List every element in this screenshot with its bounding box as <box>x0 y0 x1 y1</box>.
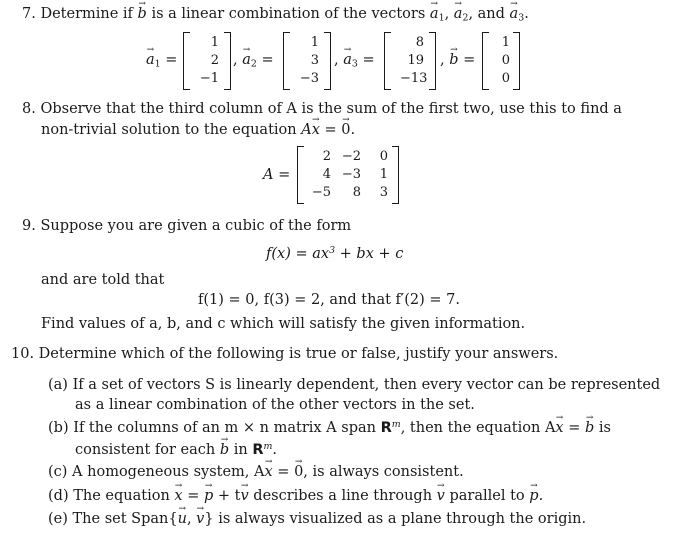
q7-a2-entry: 3 <box>310 53 319 68</box>
q10-item-b-x: → x <box>555 420 563 436</box>
q8-text-2: non-trivial solution to the equation <box>41 122 297 138</box>
q7-a3-entry: −13 <box>400 71 428 86</box>
q8-line1 <box>22 101 622 117</box>
q7-b-entry: 0 <box>501 53 510 68</box>
q7-b-vector: → b <box>138 6 147 22</box>
q10-item-d-period: . <box>538 488 544 504</box>
q8-matrix-cell: −3 <box>341 167 361 182</box>
q7-a1-sub: 1 <box>438 12 445 24</box>
q10-item-e-label: (e) <box>48 511 68 527</box>
q10-item-d-v2: → v <box>437 488 445 504</box>
q8-matrix <box>297 146 399 204</box>
q10-item-d-label: (d) <box>48 488 69 504</box>
q9-line1 <box>22 218 351 234</box>
q7-a1-label-sub: 1 <box>154 58 161 70</box>
q7-a3-entry: 19 <box>407 53 424 68</box>
q7-b-vector <box>482 32 520 90</box>
q8-matrix-cell: 2 <box>322 149 331 164</box>
q7-a1-eq: = <box>165 52 178 68</box>
q10-item-e-u: → u <box>178 511 187 527</box>
q7-and: , and <box>468 6 505 22</box>
q10-item-a-text: If a set of vectors S is linearly dependent, then every vector can be represented <box>72 377 661 393</box>
q7-a2-letter: a <box>453 6 463 22</box>
q7-a3-entry: 8 <box>415 35 424 50</box>
q10-item-b-is: is <box>594 420 611 437</box>
q10-item-b-text-a: If the columns of an m × n matrix A span <box>73 420 381 437</box>
q7-number: 7. <box>22 6 36 22</box>
q10-item-b-R: R <box>380 420 392 437</box>
q9-formula <box>266 245 403 262</box>
q10-item-d-text-d: describes a line through <box>248 488 437 504</box>
q9-formula-x: (x) = ax <box>271 246 330 263</box>
q10-item-b-text-c: consistent for each <box>75 442 220 459</box>
q10-item-e-v: → v <box>196 511 204 527</box>
q8-matrix-cell: 3 <box>379 185 388 200</box>
q10-item-b-m: m <box>391 419 401 430</box>
q7-a2-entry: 1 <box>310 35 319 50</box>
q10-item-b-period: . <box>272 442 278 459</box>
q7-a1 <box>430 6 439 22</box>
q7-b-label-letter: → b <box>449 52 458 68</box>
q10-item-d-x: → x <box>174 488 182 504</box>
q10-item-b-eq: = <box>563 420 585 437</box>
q10-item-b-line1 <box>48 419 611 436</box>
q10-number: 10. <box>11 346 35 362</box>
q9-conditions: f(1) = 0, f(3) = 2, and that f′(2) = 7. <box>198 292 460 308</box>
q8-matrix-cell: −2 <box>341 149 361 164</box>
q10-item-b-b2: → b <box>220 442 229 458</box>
q10-item-c-zero: → 0 <box>294 464 303 480</box>
q7-b-comma: , <box>440 52 445 68</box>
q10-item-e <box>48 511 586 527</box>
q10-item-d-text-a: The equation <box>73 488 175 504</box>
q8-matrix-letter: A <box>263 167 274 183</box>
q7-period: . <box>524 6 529 22</box>
q10-item-b-m2: m <box>263 441 273 452</box>
q7-b-entry: 0 <box>501 71 510 86</box>
q7-a2-label-sub: 2 <box>250 58 257 70</box>
q8-A: A <box>301 122 312 138</box>
q7-a3-letter: a <box>509 6 519 22</box>
q10-item-b-text-b: , then the equation A <box>400 420 556 437</box>
q7-a2-eq: = <box>261 52 274 68</box>
q7-b-label <box>440 52 475 68</box>
q10-item-c <box>48 464 464 480</box>
q10-item-c-x: → x <box>265 464 273 480</box>
q7-a1-letter: a <box>429 6 439 22</box>
q8-matrix-cell: 4 <box>322 167 331 182</box>
q10-item-d <box>48 488 543 504</box>
q10-item-c-eq: = <box>272 464 295 480</box>
q9-line2: and are told that <box>41 272 165 288</box>
q7-a3-comma: , <box>334 52 339 68</box>
q7-a3-label-letter: → a <box>343 52 352 68</box>
q10-item-e-text-a: The set Span{ <box>72 511 178 527</box>
q8-period: . <box>350 122 356 138</box>
q7-b-eq: = <box>463 52 476 68</box>
q10-item-e-text-c: } is always visualized as a plane through the origin. <box>204 511 587 527</box>
q8-matrix-cell: 1 <box>379 167 388 182</box>
q9-text: Suppose you are given a cubic of the form <box>40 218 352 234</box>
q10-item-d-p: → p <box>204 488 213 504</box>
q7-a3-label <box>334 52 375 69</box>
q7-text-b: is a linear combination of the vectors <box>151 6 426 22</box>
q10-item-b-label: (b) <box>48 420 69 437</box>
q8-number: 8. <box>22 101 36 117</box>
q8-eq: = <box>324 122 337 138</box>
q7-a3 <box>510 6 519 22</box>
q10-item-a-label: (a) <box>48 377 68 393</box>
q8-matrix-cell: 0 <box>379 149 388 164</box>
q7-a2-vector <box>283 32 331 90</box>
q7-a2 <box>454 6 463 22</box>
q9-formula-f: f <box>266 246 272 263</box>
q7-b-entry: 1 <box>501 35 510 50</box>
q7-a2-sub: 2 <box>462 12 469 24</box>
q8-text: Observe that the third column of A is the sum of the first two, use this to find a <box>40 101 622 117</box>
q8-x-vector: → x <box>312 122 320 138</box>
q7-a2-label <box>233 52 274 69</box>
q7-a1-entry: −1 <box>199 71 219 86</box>
q10-item-b-R2: R <box>252 442 264 459</box>
q7-a2-comma: , <box>233 52 238 68</box>
q7-a3-vector <box>384 32 436 90</box>
q8-line2 <box>41 122 355 138</box>
q10-item-a-line2: as a linear combination of the other vectors in the set. <box>75 397 475 413</box>
q7-a1-entry: 1 <box>210 35 219 50</box>
q9-line3: Find values of a, b, and c which will satisfy the given information. <box>41 316 526 332</box>
q10-item-b-line2 <box>75 441 277 458</box>
q10-item-d-plus-t: + t <box>213 488 241 504</box>
q10-item-a-line1 <box>48 377 660 393</box>
q10-item-d-eq: = <box>182 488 204 504</box>
q10-intro: Determine which of the following is true or false, justify your answers. <box>38 346 559 362</box>
q8-matrix-eq: = <box>278 167 291 183</box>
q10-item-d-p2: → p <box>529 488 538 504</box>
q10-item-d-v: → v <box>240 488 248 504</box>
q10-item-c-text-c: , is always consistent. <box>303 464 464 480</box>
q8-matrix-cell: 8 <box>352 185 361 200</box>
q8-matrix-label <box>263 167 290 183</box>
q8-matrix-cell: −5 <box>311 185 331 200</box>
q8-zero-vector: → 0 <box>341 122 350 138</box>
q10-item-c-text-a: A homogeneous system, A <box>72 464 265 480</box>
q10-item-b-in: in <box>229 442 253 459</box>
q7-comma1: , <box>444 6 450 22</box>
q9-formula-exp: 3 <box>329 245 336 256</box>
q10-item-c-label: (c) <box>48 464 68 480</box>
q7-a3-sub: 3 <box>518 12 525 24</box>
q7-a1-label-letter: → a <box>146 52 155 68</box>
q7-a1-entry: 2 <box>210 53 219 68</box>
q7-a3-eq: = <box>362 52 375 68</box>
q10-item-d-text-e: parallel to <box>444 488 530 504</box>
q7-a2-entry: −3 <box>299 71 319 86</box>
q7-a1-label <box>146 52 177 69</box>
q9-number: 9. <box>22 218 36 234</box>
q10-intro-line <box>11 346 558 362</box>
q10-item-b-b: → b <box>585 420 594 436</box>
q7-text-a: Determine if <box>40 6 133 22</box>
q7-line <box>22 6 529 23</box>
q9-formula-rest: + bx + c <box>335 246 404 263</box>
q7-a3-label-sub: 3 <box>351 58 358 70</box>
q10-item-e-comma: , <box>186 511 197 527</box>
q7-a2-label-letter: → a <box>242 52 251 68</box>
q7-a1-vector <box>183 32 231 90</box>
